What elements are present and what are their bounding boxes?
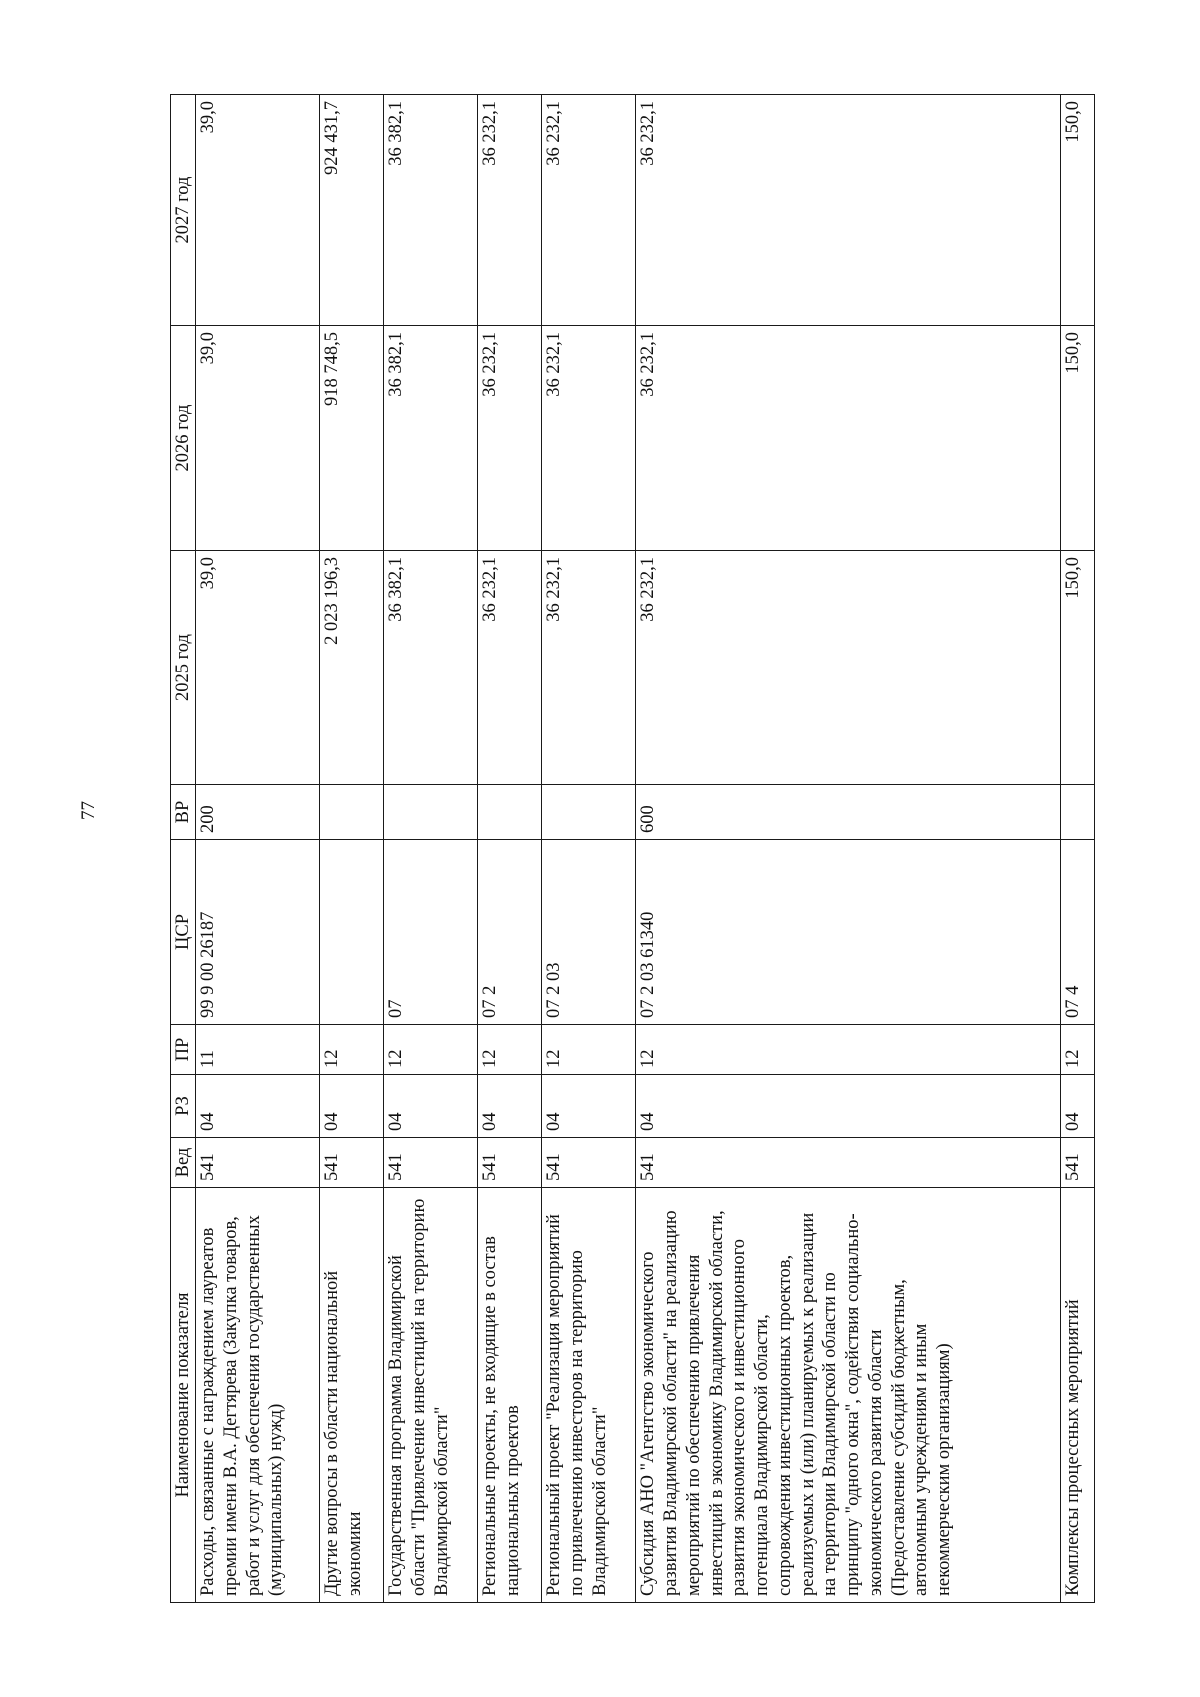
row-csr: 99 9 00 26187 xyxy=(196,840,320,1025)
row-csr: 07 2 xyxy=(478,840,542,1025)
row-rz: 04 xyxy=(1060,1075,1094,1138)
row-pr: 12 xyxy=(320,1025,384,1075)
row-vr xyxy=(384,785,478,840)
row-ved: 541 xyxy=(636,1138,1061,1188)
row-2026: 36 232,1 xyxy=(636,326,1061,551)
row-2026: 36 232,1 xyxy=(478,326,542,551)
table-row xyxy=(1060,95,1094,1603)
header-name: Наименование показателя xyxy=(171,1188,196,1603)
row-2025: 36 382,1 xyxy=(384,551,478,785)
row-csr: 07 xyxy=(384,840,478,1025)
header-csr: ЦСР xyxy=(171,840,196,1025)
header-pr: ПР xyxy=(171,1025,196,1075)
row-vr xyxy=(320,785,384,840)
header-2026: 2026 год xyxy=(171,326,196,551)
row-2025: 39,0 xyxy=(196,551,320,785)
row-name: Региональный проект "Реализация мероприятий по привлечению инвесторов на территорию Владимирской области" xyxy=(542,1188,636,1603)
row-name: Субсидия АНО "Агентство экономического развития Владимирской области" на реализацию мероприятий по обеспечению привлечения инвестиций в экономику Владимирской области, развития экономического и инвестиционного потенциала Владимирской области, сопровождения инвестиционных проектов, реализуемых и (или) планируемых к реализации на территории Владимирской области по принципу "одного окна", содействия социально-экономического развития области (Предоставление субсидий бюджетным, автономным учреждениям и иным некоммерческим организациям) xyxy=(636,1188,1061,1603)
row-pr: 11 xyxy=(196,1025,320,1075)
row-name: Комплексы процессных мероприятий xyxy=(1060,1188,1094,1603)
row-ved: 541 xyxy=(542,1138,636,1188)
row-csr: 07 2 03 61340 xyxy=(636,840,1061,1025)
row-vr xyxy=(1060,785,1094,840)
row-ved: 541 xyxy=(320,1138,384,1188)
row-2025: 2 023 196,3 xyxy=(320,551,384,785)
row-vr xyxy=(478,785,542,840)
row-vr: 600 xyxy=(636,785,1061,840)
row-2026: 150,0 xyxy=(1060,326,1094,551)
row-rz: 04 xyxy=(636,1075,1061,1138)
header-ved: Вед xyxy=(171,1138,196,1188)
row-ved: 541 xyxy=(478,1138,542,1188)
row-name: Государственная программа Владимирской области "Привлечение инвестиций на территорию Владимирской области" xyxy=(384,1188,478,1603)
row-2027: 924 431,7 xyxy=(320,95,384,326)
row-2026: 39,0 xyxy=(196,326,320,551)
row-pr: 12 xyxy=(478,1025,542,1075)
row-pr: 12 xyxy=(542,1025,636,1075)
row-pr: 12 xyxy=(1060,1025,1094,1075)
header-rz: РЗ xyxy=(171,1075,196,1138)
table-row xyxy=(478,95,542,1603)
header-2025: 2025 год xyxy=(171,551,196,785)
row-pr: 12 xyxy=(384,1025,478,1075)
row-2025: 36 232,1 xyxy=(478,551,542,785)
row-name: Региональные проекты, не входящие в состав национальных проектов xyxy=(478,1188,542,1603)
row-2025: 36 232,1 xyxy=(542,551,636,785)
row-2026: 918 748,5 xyxy=(320,326,384,551)
row-ved: 541 xyxy=(384,1138,478,1188)
row-rz: 04 xyxy=(196,1075,320,1138)
row-name: Расходы, связанные с награждением лауреатов премии имени В.А. Дегтярева (Закупка товаров, работ и услуг для обеспечения государственных (муниципальных) нужд) xyxy=(196,1188,320,1603)
table-row xyxy=(320,95,384,1603)
row-pr: 12 xyxy=(636,1025,1061,1075)
row-2026: 36 232,1 xyxy=(542,326,636,551)
rotated-page-content xyxy=(170,95,1095,1603)
table-row xyxy=(384,95,478,1603)
row-2027: 150,0 xyxy=(1060,95,1094,326)
row-2027: 36 232,1 xyxy=(478,95,542,326)
table-row xyxy=(196,95,320,1603)
row-ved: 541 xyxy=(1060,1138,1094,1188)
row-2027: 36 232,1 xyxy=(636,95,1061,326)
row-vr xyxy=(542,785,636,840)
header-vr: ВР xyxy=(171,785,196,840)
row-2027: 36 232,1 xyxy=(542,95,636,326)
budget-table xyxy=(170,94,1095,1603)
table-header-row xyxy=(171,95,196,1603)
row-2027: 39,0 xyxy=(196,95,320,326)
row-name: Другие вопросы в области национальной экономики xyxy=(320,1188,384,1603)
row-rz: 04 xyxy=(542,1075,636,1138)
row-rz: 04 xyxy=(320,1075,384,1138)
row-csr: 07 4 xyxy=(1060,840,1094,1025)
page-number: 77 xyxy=(78,801,99,820)
row-rz: 04 xyxy=(384,1075,478,1138)
table-row xyxy=(636,95,1061,1603)
header-2027: 2027 год xyxy=(171,95,196,326)
row-2025: 36 232,1 xyxy=(636,551,1061,785)
row-csr xyxy=(320,840,384,1025)
row-ved: 541 xyxy=(196,1138,320,1188)
row-2025: 150,0 xyxy=(1060,551,1094,785)
row-vr: 200 xyxy=(196,785,320,840)
row-rz: 04 xyxy=(478,1075,542,1138)
row-csr: 07 2 03 xyxy=(542,840,636,1025)
row-2026: 36 382,1 xyxy=(384,326,478,551)
table-row xyxy=(542,95,636,1603)
row-2027: 36 382,1 xyxy=(384,95,478,326)
